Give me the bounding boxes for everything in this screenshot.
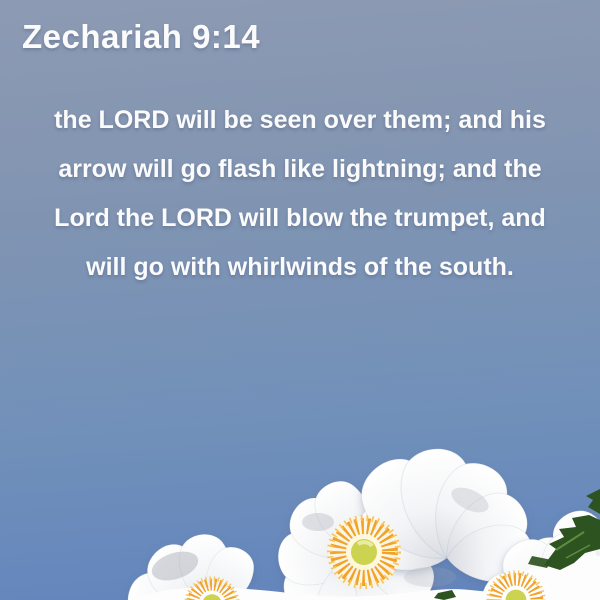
verse-reference-title: Zechariah 9:14	[22, 18, 261, 55]
verse-line-4: will go with whirlwinds of the south.	[86, 253, 514, 281]
verse-text	[20, 96, 580, 292]
petal-shadow	[302, 513, 334, 531]
flower-stamen-center	[328, 516, 400, 588]
petal-shadow	[404, 567, 456, 587]
verse-line-2: arrow will go flash like lightning; and the	[58, 155, 542, 183]
leaf	[586, 489, 600, 514]
verse-line-1: the LORD will be seen over them; and his	[54, 106, 546, 134]
verse-line-3: Lord the LORD will blow the trumpet, and	[54, 204, 546, 232]
